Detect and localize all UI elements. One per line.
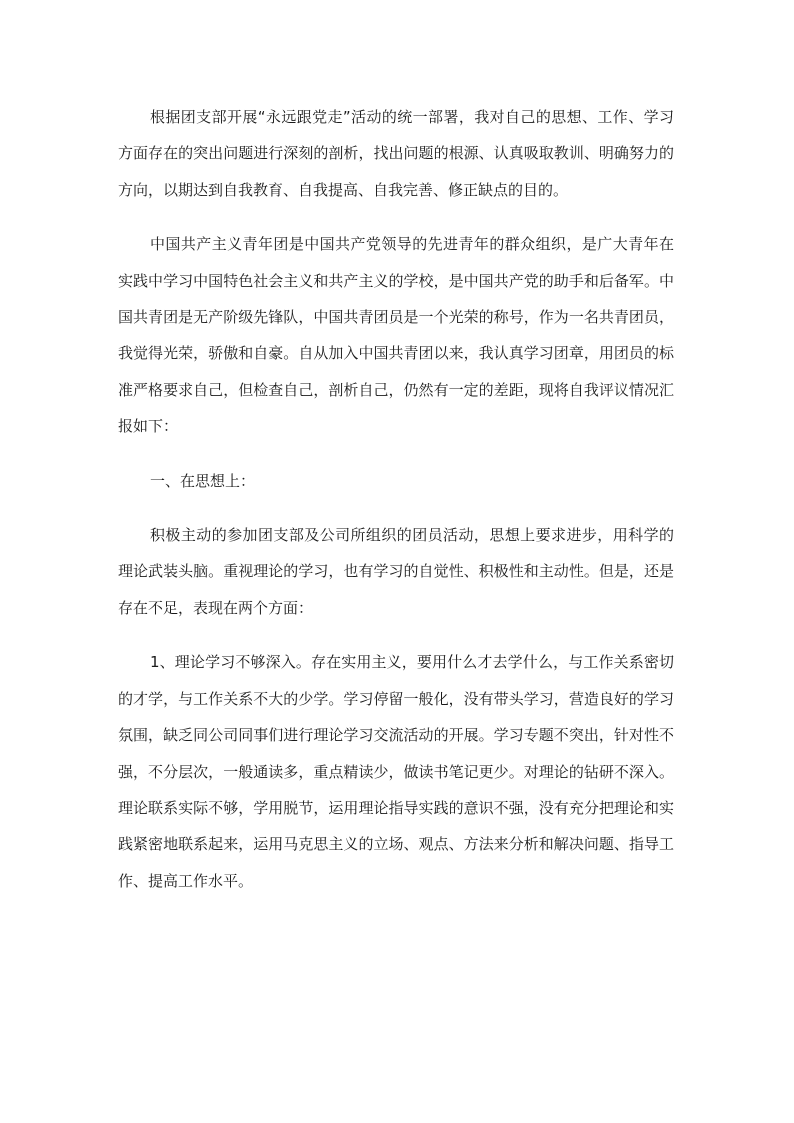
document-body — [118, 99, 674, 899]
paragraph-ideology-summary: 积极主动的参加团支部及公司所组织的团员活动，思想上要求进步，用科学的理论武装头脑。重视理论的学习，也有学习的自觉性、积极性和主动性。但是，还是存在不足，表现在两个方面： — [118, 526, 674, 617]
paragraph-intro: 根据团支部开展“永远跟党走”活动的统一部署，我对自己的思想、工作、学习方面存在的突出问题进行深刻的剖析，找出问题的根源、认真吸取教训、明确努力的方向，以期达到自我教育、自我提高、自我完善、修正缺点的目的。 — [118, 108, 674, 199]
section-heading-ideology: 一、在思想上： — [150, 471, 256, 490]
paragraph-league-description: 中国共产主义青年团是中国共产党领导的先进青年的群众组织，是广大青年在实践中学习中国特色社会主义和共产主义的学校，是中国共产党的助手和后备军。中国共青团是无产阶级先锋队，中国共青团员是一个光荣的称号，作为一名共青团员，我觉得光荣，骄傲和自豪。自从加入中国共青团以来，我认真学习团章，用团员的标准严格要求自己，但检查自己，剖析自己，仍然有一定的差距，现将自我评议情况汇报如下： — [118, 235, 674, 436]
paragraph-point-1: 1、理论学习不够深入。存在实用主义，要用什么才去学什么，与工作关系密切的才学，与工作关系不大的少学。学习停留一般化，没有带头学习，营造良好的学习氛围，缺乏同公司同事们进行理论学习交流活动的开展。学习专题不突出，针对性不强，不分层次，一般通读多，重点精读少，做读书笔记更少。对理论的钻研不深入。理论联系实际不够，学用脱节，运用理论指导实践的意识不强，没有充分把理论和实践紧密地联系起来，运用马克思主义的立场、观点、方法来分析和解决问题、指导工作、提高工作水平。 — [118, 653, 674, 890]
